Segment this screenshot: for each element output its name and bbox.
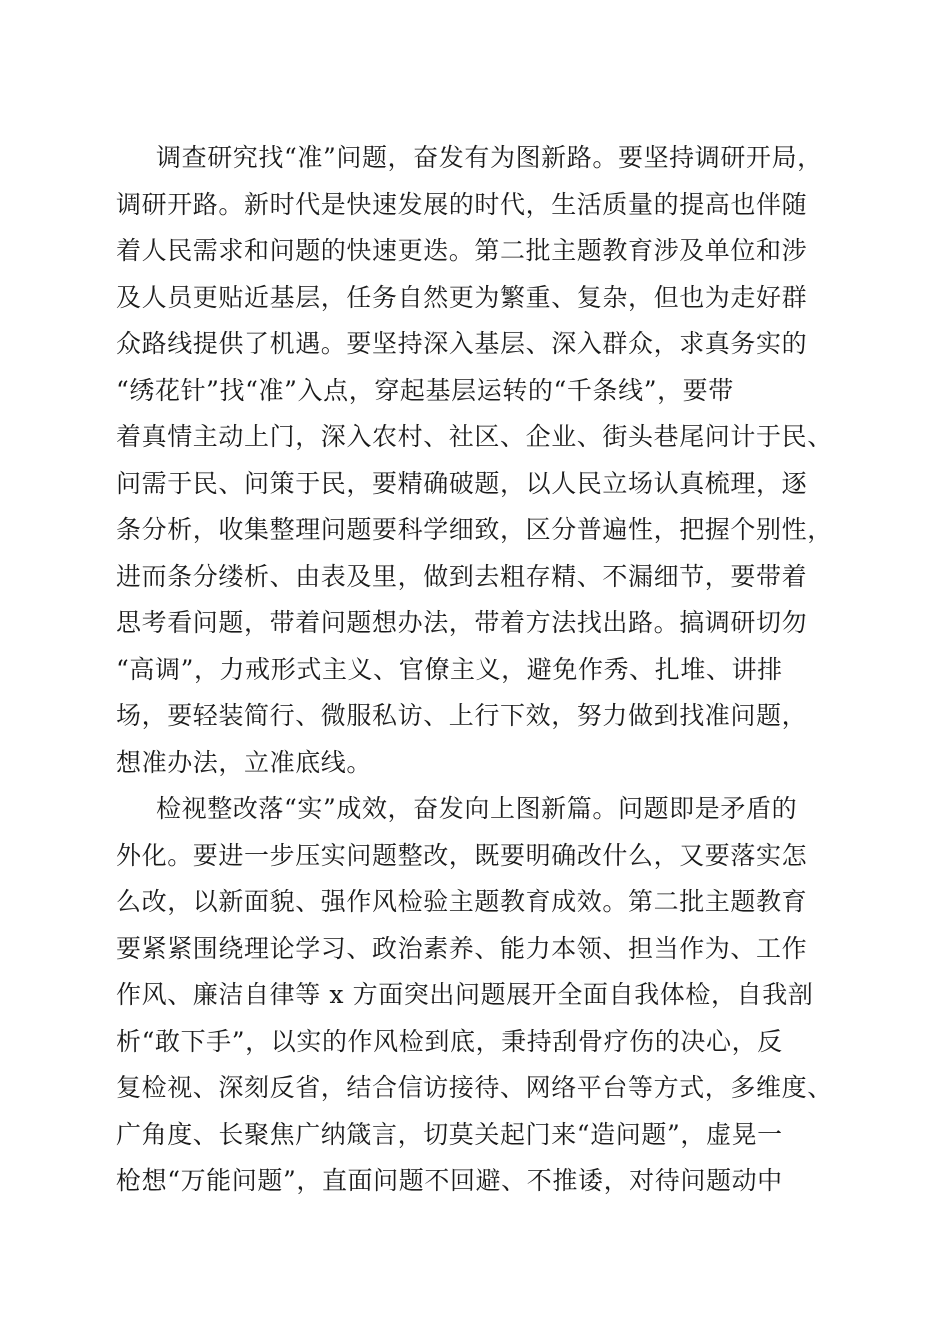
text-line: 么改，以新面貌、强作风检验主题教育成效。第二批主题教育 (116, 887, 808, 916)
document-body (116, 135, 844, 1205)
text-line: 想准办法，立准底线。 (116, 747, 373, 777)
paragraph-rectification (116, 786, 844, 1205)
text-line: 众路线提供了机遇。要坚持深入基层、深入群众，求真务实的 (116, 329, 808, 358)
text-line: 进而条分缕析、由表及里，做到去粗存精、不漏细节，要带着 (116, 561, 808, 591)
text-line: 及人员更贴近基层，任务自然更为繁重、复杂，但也为走好群 (116, 282, 808, 312)
text-line: 调研开路。新时代是快速发展的时代，生活质量的提高也伴随 (116, 189, 808, 219)
text-line: 条分析，收集整理问题要科学细致，区分普遍性，把握个别性， (116, 515, 833, 544)
text-line: 广角度、长聚焦广纳箴言，切莫关起门来“造问题”，虚晃一 (116, 1119, 783, 1149)
text-line: 思考看问题，带着问题想办法，带着方法找出路。搞调研切勿 (116, 608, 808, 637)
text-line: 着人民需求和问题的快速更迭。第二批主题教育涉及单位和涉 (116, 236, 808, 265)
text-line: 外化。要进一步压实问题整改，既要明确改什么，又要落实怎 (116, 840, 808, 870)
paragraph-research (116, 135, 844, 786)
text-line: 枪想“万能问题”，直面问题不回避、不推诿，对待问题动中 (116, 1166, 783, 1195)
text-line: 检视整改落“实”成效，奋发向上图新篇。问题即是矛盾的 (156, 794, 798, 823)
text-line: 析“敢下手”，以实的作风检到底，秉持刮骨疗伤的决心，反 (116, 1026, 783, 1056)
text-line: 着真情主动上门，深入农村、社区、企业、街头巷尾问计于民、 (116, 422, 833, 451)
text-line: “绣花针”找“准”入点，穿起基层运转的“千条线”，要带 (116, 375, 734, 405)
text-line: “高调”，力戒形式主义、官僚主义，避免作秀、扎堆、讲排 (116, 654, 783, 684)
text-line: 问需于民、问策于民，要精确破题，以人民立场认真梳理，逐 (116, 468, 808, 498)
text-line: 调查研究找“准”问题，奋发有为图新路。要坚持调研开局， (156, 143, 823, 172)
text-line: 复检视、深刻反省，结合信访接待、网络平台等方式，多维度、 (116, 1073, 833, 1102)
text-line: 要紧紧围绕理论学习、政治素养、能力本领、担当作为、工作 (116, 933, 808, 963)
text-line: 作风、廉洁自律等 x 方面突出问题展开全面自我体检，自我剖 (116, 980, 814, 1009)
text-line: 场，要轻装简行、微服私访、上行下效，努力做到找准问题， (116, 701, 808, 730)
